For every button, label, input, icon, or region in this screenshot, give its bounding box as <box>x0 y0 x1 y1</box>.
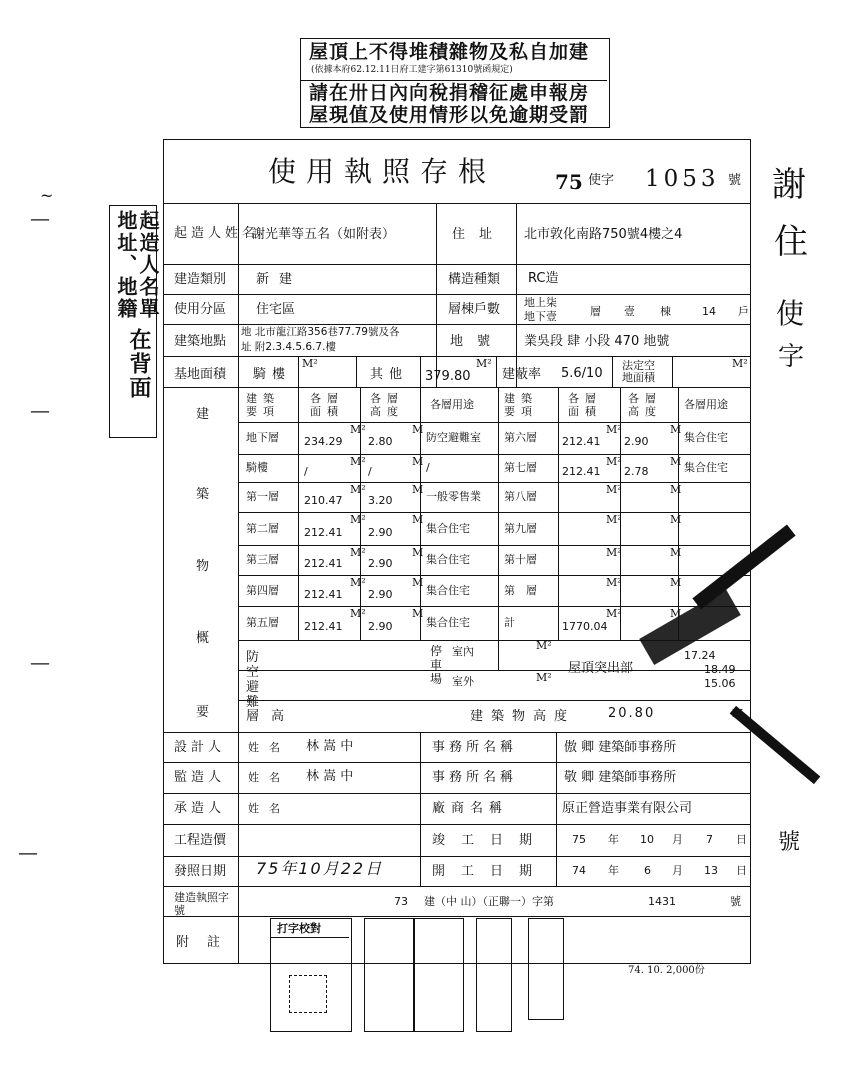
left-floor-area-unit: M² <box>350 513 366 526</box>
right-floor-label: 第 層 <box>504 584 537 597</box>
right-floor-area: 212.41 <box>562 465 601 478</box>
zone-value: 住宅區 <box>256 302 296 317</box>
designer-office-label: 事務所名稱 <box>432 740 518 755</box>
lot-value: 業吳段 肆 小段 470 地號 <box>524 334 670 349</box>
right-char-1: 謝 <box>772 165 806 205</box>
address-value: 北市敦化南路750號4樓之4 <box>524 227 683 242</box>
applicant-label: 起造人姓名 <box>174 226 260 241</box>
right-floor-area: 212.41 <box>562 435 601 448</box>
license-prefix: 使字 <box>588 173 615 188</box>
right-char-4: 字 <box>778 342 805 372</box>
left-floor-area: 212.41 <box>304 557 343 570</box>
address-label: 住址 <box>452 227 507 242</box>
left-floor-height-unit: M <box>412 483 424 496</box>
proofread-stamp-text: 打字校對 <box>277 922 321 935</box>
left-floor-height-unit: M <box>412 455 424 468</box>
right-floor-area-unit: M² <box>606 483 622 496</box>
left-floor-height: 2.90 <box>368 620 393 633</box>
floors-unit-hu: 戶 <box>738 305 749 318</box>
left-floor-label: 第三層 <box>246 553 279 566</box>
right-floor-area-unit: M² <box>606 423 622 436</box>
structure-value: RC造 <box>528 271 559 286</box>
parking-out: 室外 <box>452 675 474 688</box>
left-floor-height-unit: M <box>412 513 424 526</box>
side-tab-col1: 起造人名單 <box>136 210 160 320</box>
left-floor-use: 防空避難室 <box>426 431 481 444</box>
left-floor-label: 第一層 <box>246 490 279 503</box>
build-type-value: 新建 <box>256 272 303 287</box>
right-floor-area: 1770.04 <box>562 620 608 633</box>
complete-d-char: 日 <box>736 833 747 846</box>
license-no: 1053 <box>645 166 720 192</box>
hdr-item: 建築要項 <box>246 392 280 418</box>
builder-company: 原正營造事業有限公司 <box>562 801 693 816</box>
roof-label: 屋頂突出部 <box>568 661 634 676</box>
right-floor-area-unit: M² <box>606 607 622 620</box>
zone-label: 使用分區 <box>174 302 227 317</box>
margin-tick-3: — <box>30 398 50 422</box>
other-unit: M² <box>476 357 492 370</box>
right-floor-label: 計 <box>504 616 515 629</box>
permit-label: 建造執照字號 <box>174 891 229 917</box>
right-floor-height-unit: M <box>670 455 682 468</box>
floors-hu-count: 14 <box>702 305 716 318</box>
margin-tick-2: — <box>30 206 50 230</box>
floors-unit-ceng: 層 <box>590 305 601 318</box>
hdr-use2: 各層用途 <box>684 398 728 411</box>
applicant-value: 謝光華等五名（如附表） <box>252 227 396 242</box>
left-floor-height: 2.90 <box>368 557 393 570</box>
side-tab-col3: 在背面 <box>126 328 152 400</box>
remarks-label: 附註 <box>176 935 239 950</box>
right-floor-height-unit: M <box>670 483 682 496</box>
right-floor-use: 集合住宅 <box>684 431 728 444</box>
left-floor-use: 集合住宅 <box>426 584 470 597</box>
left-floor-label: 第四層 <box>246 584 279 597</box>
supervisor-office-label: 事務所名稱 <box>432 770 518 785</box>
start-y: 74 <box>572 864 586 877</box>
section-char-2: 築 <box>196 487 210 502</box>
right-char-3: 使 <box>776 297 805 330</box>
left-floor-area: 210.47 <box>304 494 343 507</box>
builder-label: 承造人 <box>174 801 226 816</box>
parking-in-unit: M² <box>536 639 552 652</box>
left-floor-height: 2.90 <box>368 588 393 601</box>
hdr-area2: 各層面積 <box>568 392 602 418</box>
right-floor-label: 第六層 <box>504 431 537 444</box>
left-floor-label: 第二層 <box>246 522 279 535</box>
right-floor-height: 2.90 <box>624 435 649 448</box>
designer-name-label: 姓名 <box>248 741 290 754</box>
coverage-label: 建蔽率 <box>502 367 542 382</box>
left-floor-use: 集合住宅 <box>426 616 470 629</box>
left-floor-area-unit: M² <box>350 483 366 496</box>
start-d-char: 日 <box>736 864 747 877</box>
floors-label: 層棟戶數 <box>448 302 501 317</box>
issue-value: 75年10月22日 <box>256 859 384 878</box>
hdr-height: 各層高度 <box>370 392 404 418</box>
start-m-char: 月 <box>672 864 683 877</box>
floors-unit-dong: 棟 <box>660 305 671 318</box>
designer-office: 傲 卿 建築師事務所 <box>564 740 677 755</box>
notice-line3: 請在卅日內向稅捐稽征處申報房 <box>309 82 590 104</box>
right-floor-height-unit: M <box>670 513 682 526</box>
left-floor-area: 212.41 <box>304 588 343 601</box>
hdr-height2: 各層高度 <box>628 392 662 418</box>
sign-stamp-2 <box>414 918 464 1032</box>
left-floor-area: 234.29 <box>304 435 343 448</box>
notice-line4: 屋現值及使用情形以免逾期受罰 <box>309 104 590 126</box>
arcade-unit: M² <box>302 357 318 370</box>
complete-y: 75 <box>572 833 586 846</box>
supervisor-name: 林 嵩 中 <box>306 769 354 784</box>
lot-label: 地號 <box>450 334 505 349</box>
left-floor-label: 地下層 <box>246 431 279 444</box>
height-value: 20.80 <box>608 706 656 721</box>
base-area-label: 基地面積 <box>174 367 227 382</box>
left-floor-height-unit: M <box>412 576 424 589</box>
margin-tick-1: ~ <box>40 186 54 205</box>
left-floor-height: 2.90 <box>368 526 393 539</box>
floors-dong-count: 壹 <box>624 305 635 318</box>
left-floor-height-unit: M <box>412 546 424 559</box>
left-floor-height-unit: M <box>412 423 424 436</box>
floors-value2: 地下壹 <box>524 310 557 323</box>
left-floor-use: / <box>426 461 430 474</box>
right-floor-height-unit: M <box>670 423 682 436</box>
left-floor-height-unit: M <box>412 607 424 620</box>
notice-line2: (依據本府62.12.11日府工建字第61310號函規定) <box>311 65 513 75</box>
right-floor-label: 第九層 <box>504 522 537 535</box>
side-tab <box>109 205 160 438</box>
margin-tick-5: — <box>18 840 38 864</box>
hdr-use: 各層用途 <box>430 398 474 411</box>
right-floor-label: 第七層 <box>504 461 537 474</box>
footer-print: 74. 10. 2,000份 <box>628 965 705 976</box>
left-floor-area-unit: M² <box>350 455 366 468</box>
roof-v1: 17.24 <box>684 649 716 662</box>
coverage-value: 5.6/10 <box>561 366 603 381</box>
inspect-label: 工程造價 <box>174 833 227 848</box>
start-d: 13 <box>704 864 718 877</box>
right-floor-height: 2.78 <box>624 465 649 478</box>
left-floor-area: / <box>304 465 308 478</box>
complete-label: 竣工日期 <box>432 833 549 848</box>
start-m: 6 <box>644 864 651 877</box>
hdr-item2: 建築要項 <box>504 392 538 418</box>
form-title: 使用執照存根 <box>268 155 497 188</box>
start-label: 開工日期 <box>432 864 549 879</box>
left-floor-area-unit: M² <box>350 546 366 559</box>
air-label: 防空避難 <box>246 650 260 710</box>
complete-y-char: 年 <box>608 833 619 846</box>
notice-stamp <box>300 38 610 128</box>
left-floor-area-unit: M² <box>350 607 366 620</box>
right-floor-label: 第十層 <box>504 553 537 566</box>
right-floor-area-unit: M² <box>606 513 622 526</box>
right-floor-height-unit: M <box>670 546 682 559</box>
other-label: 其他 <box>370 367 409 382</box>
left-floor-height: / <box>368 465 372 478</box>
right-floor-area-unit: M² <box>606 546 622 559</box>
section-char-5: 要 <box>196 705 210 720</box>
proofread-stamp <box>270 918 352 1032</box>
complete-d: 7 <box>706 833 713 846</box>
builder-name-label: 姓名 <box>248 802 290 815</box>
site-value2: 址 附2.3.4.5.6.7.樓 <box>241 341 336 353</box>
right-floor-label: 第八層 <box>504 490 537 503</box>
left-floor-use: 集合住宅 <box>426 522 470 535</box>
left-floor-area: 212.41 <box>304 620 343 633</box>
section-char-1: 建 <box>196 407 210 422</box>
roof-v3: 15.06 <box>704 677 736 690</box>
sign-stamp-3 <box>476 918 512 1032</box>
permit-no: 1431 <box>648 895 676 908</box>
license-year: 75 <box>555 170 583 194</box>
parking-out-unit: M² <box>536 671 552 684</box>
roof-v2: 18.49 <box>704 663 736 676</box>
openspace-label: 法定空地面積 <box>622 359 655 384</box>
parking-label: 停車場 <box>430 644 443 686</box>
supervisor-office: 敬 卿 建築師事務所 <box>564 770 677 785</box>
other-value: 379.80 <box>425 369 471 384</box>
hdr-area: 各層面積 <box>310 392 344 418</box>
supervisor-name-label: 姓名 <box>248 771 290 784</box>
right-char-5: 號 <box>778 830 801 855</box>
complete-m: 10 <box>640 833 654 846</box>
supervisor-label: 監造人 <box>174 770 226 785</box>
complete-m-char: 月 <box>672 833 683 846</box>
right-floor-height-unit: M <box>670 576 682 589</box>
site-label: 建築地點 <box>174 334 227 349</box>
left-floor-label: 騎樓 <box>246 461 268 474</box>
left-floor-use: 集合住宅 <box>426 553 470 566</box>
notice-line1: 屋頂上不得堆積雜物及私自加建 <box>309 41 590 63</box>
sign-stamp-1 <box>364 918 414 1032</box>
designer-label: 設計人 <box>174 740 226 755</box>
license-suffix: 號 <box>728 173 742 188</box>
openspace-unit: M² <box>732 357 748 370</box>
left-floor-use: 一般零售業 <box>426 490 481 503</box>
left-floor-height: 2.80 <box>368 435 393 448</box>
sign-stamp-4 <box>528 918 564 1020</box>
issue-label: 發照日期 <box>174 864 227 879</box>
structure-label: 構造種類 <box>448 272 501 287</box>
right-floor-height-unit: M <box>670 607 682 620</box>
margin-tick-4: — <box>30 650 50 674</box>
stair-label: 層高 <box>246 709 297 724</box>
parking-in: 室內 <box>452 645 474 658</box>
left-floor-area-unit: M² <box>350 576 366 589</box>
side-tab-col2: 地址、地籍 <box>114 210 138 320</box>
left-floor-label: 第五層 <box>246 616 279 629</box>
site-value1: 地 北市龍江路356巷77.79號及各 <box>241 326 400 338</box>
designer-name: 林 嵩 中 <box>306 739 354 754</box>
right-floor-area-unit: M² <box>606 455 622 468</box>
start-y-char: 年 <box>608 864 619 877</box>
permit-year: 73 <box>394 895 408 908</box>
permit-text: 建（中 山）（正聯一）字第 <box>424 895 554 908</box>
right-floor-use: 集合住宅 <box>684 461 728 474</box>
height-label: 建築物高度 <box>470 709 576 724</box>
left-floor-area: 212.41 <box>304 526 343 539</box>
section-char-4: 概 <box>196 631 210 646</box>
right-floor-area-unit: M² <box>606 576 622 589</box>
section-char-3: 物 <box>196 559 210 574</box>
permit-suffix: 號 <box>730 895 741 908</box>
left-floor-height: 3.20 <box>368 494 393 507</box>
build-type-label: 建造類別 <box>174 272 227 287</box>
arcade-label: 騎樓 <box>253 367 292 382</box>
builder-company-label: 廠商名稱 <box>432 801 509 816</box>
left-floor-area-unit: M² <box>350 423 366 436</box>
floors-value1: 地上柒 <box>524 296 557 309</box>
right-char-2: 住 <box>774 222 808 262</box>
seal-square <box>289 975 327 1013</box>
